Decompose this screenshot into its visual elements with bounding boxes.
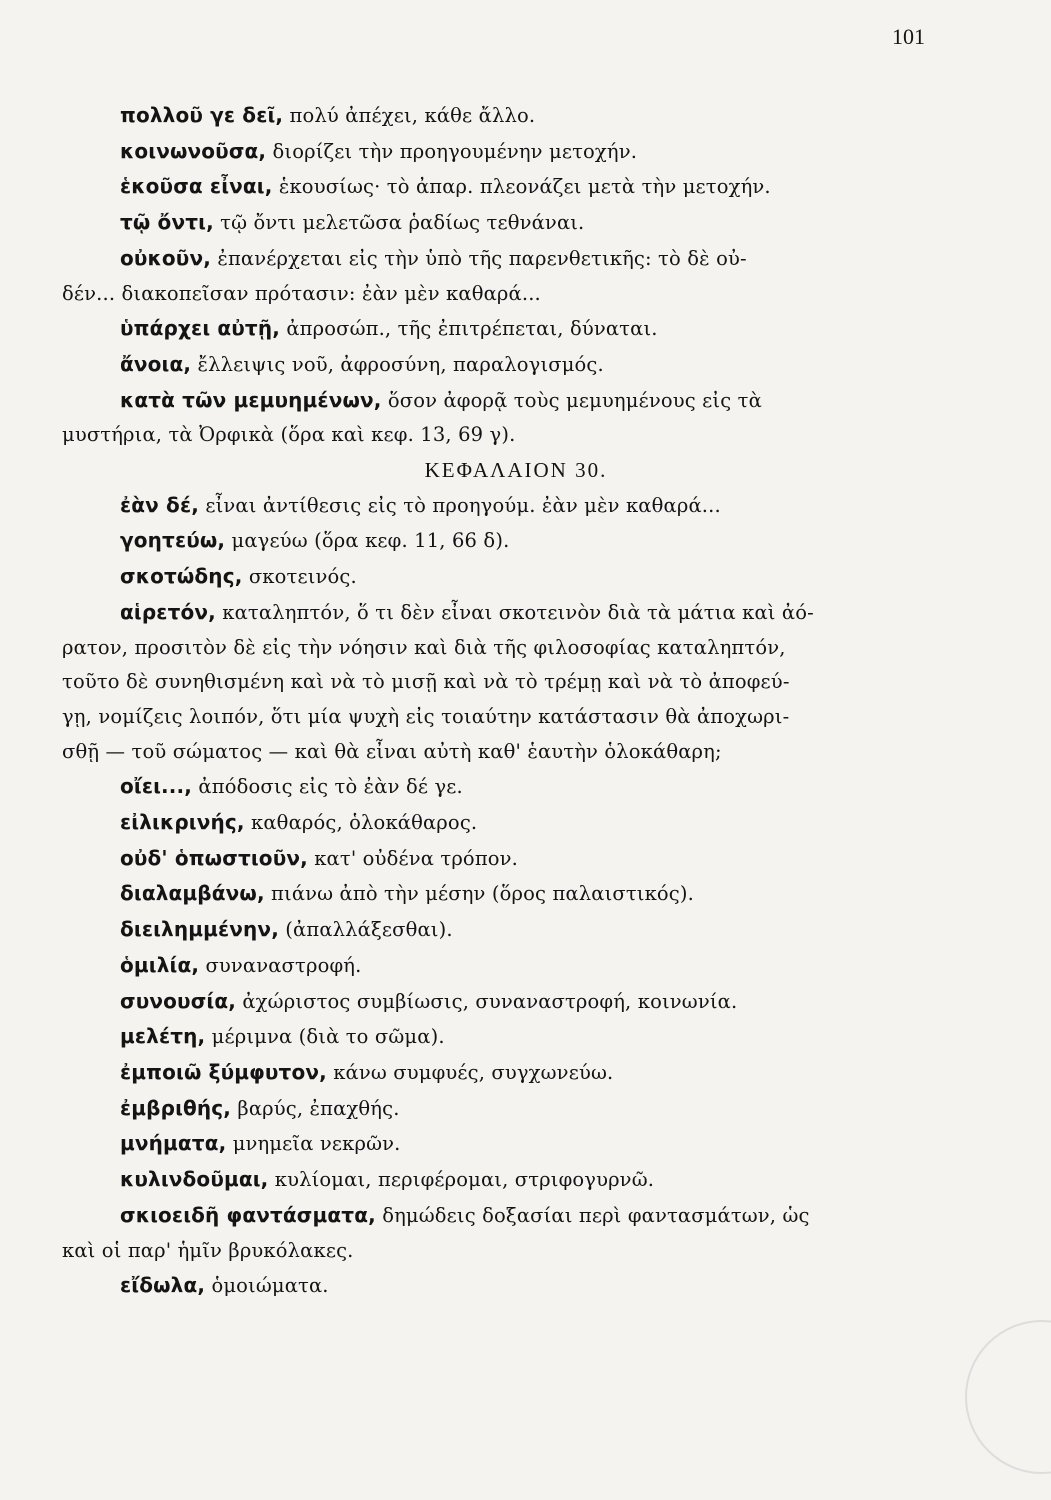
glossary-entry <box>62 876 950 912</box>
entry-definition: κυλίομαι, περιφέρομαι, στριφογυρνῶ. <box>268 1168 655 1192</box>
entry-definition: συναναστροφή. <box>199 953 362 977</box>
entry-lemma: μελέτη, <box>120 1024 206 1049</box>
entry-lemma: εἴδωλα, <box>120 1273 206 1298</box>
glossary-entry <box>62 559 950 595</box>
entry-definition: ἀπόδοσις εἰς τὸ ἐὰν δέ γε. <box>192 775 463 799</box>
entry-definition: μαγεύω (ὅρα κεφ. 11, 66 δ). <box>225 529 510 553</box>
entry-definition: σκοτεινός. <box>242 565 357 589</box>
entry-lemma: ἐμβριθής, <box>120 1095 232 1120</box>
glossary-entry <box>62 805 950 841</box>
entry-definition: κάνω συμφυές, συγχωνεύω. <box>326 1060 614 1084</box>
entry-lemma: κατὰ τῶν μεμυημένων, <box>120 387 382 412</box>
glossary-entry <box>62 1268 950 1304</box>
entry-definition: κατ' οὐδένα τρόπον. <box>307 846 519 870</box>
glossary-entry <box>62 595 950 631</box>
glossary-entry <box>62 841 950 877</box>
continuation-line <box>62 277 950 312</box>
continuation-line <box>62 418 950 453</box>
entry-definition: ἀχώριστος συμβίωσις, συναναστροφή, κοινωνία. <box>236 989 738 1013</box>
continuation-line <box>62 631 950 666</box>
entry-lemma: συνουσία, <box>120 988 237 1013</box>
entry-lemma: διειλημμένην, <box>120 917 279 942</box>
glossary-entry <box>62 169 950 205</box>
entry-lemma: μνήματα, <box>120 1131 227 1156</box>
glossary-entry <box>62 134 950 170</box>
entry-definition: δημώδεις δοξασίαι περὶ φαντασμάτων, ὡς <box>375 1203 810 1227</box>
entry-lemma: οὐδ' ὁπωστιοῦν, <box>120 845 308 870</box>
glossary-entry <box>62 347 950 383</box>
entry-definition: ἀπροσώπ., τῆς ἐπιτρέπεται, δύναται. <box>279 317 658 341</box>
glossary-entry <box>62 311 950 347</box>
glossary-entry <box>62 1019 950 1055</box>
entry-definition: μέριμνα (διὰ το σῶμα). <box>205 1025 445 1049</box>
entry-lemma: αἱρετόν, <box>120 599 216 624</box>
entry-lemma: ὑπάρχει αὐτῇ, <box>120 316 280 341</box>
glossary-entry <box>62 1126 950 1162</box>
entry-lemma: ἐὰν δέ, <box>120 492 199 517</box>
glossary-entry <box>62 1162 950 1198</box>
entry-lemma: ὁμιλία, <box>120 952 200 977</box>
entry-lemma: σκιοειδῆ φαντάσματα, <box>120 1202 376 1227</box>
entry-lemma: κοινωνοῦσα, <box>120 138 267 163</box>
glossary-entry <box>62 769 950 805</box>
entry-lemma: πολλοῦ γε δεῖ, <box>120 103 284 127</box>
entry-definition: ὁμοιώματα. <box>205 1274 329 1298</box>
entry-definition: ἑκουσίως· τὸ ἀπαρ. πλεονάζει μετὰ τὴν μετοχήν. <box>272 175 771 199</box>
entry-definition: σθῇ — τοῦ σώματος — καὶ θὰ εἶναι αὐτὴ καθ' ἑαυτὴν ὁλοκάθαρη; <box>62 739 722 763</box>
entry-definition: καθαρός, ὁλοκάθαρος. <box>244 811 478 835</box>
entry-definition: ἔλλειψις νοῦ, ἀφροσύνη, παραλογισμός. <box>191 352 604 376</box>
entry-lemma: οἴει..., <box>120 774 193 799</box>
entry-lemma: γοητεύω, <box>120 528 226 553</box>
entry-definition: καὶ οἱ παρ' ἡμῖν βρυκόλακες. <box>62 1238 354 1262</box>
glossary-entry <box>62 488 950 524</box>
entry-lemma: οὐκοῦν, <box>120 245 211 270</box>
entry-definition: ὅσον ἀφορᾷ τοὺς μεμυημένους εἰς τὰ <box>381 388 762 412</box>
entry-definition: διορίζει τὴν προηγουμένην μετοχήν. <box>266 139 638 163</box>
glossary-entry <box>62 1091 950 1127</box>
continuation-line <box>62 700 950 735</box>
entry-definition: γῃ, νομίζεις λοιπόν, ὅτι μία ψυχὴ εἰς τοιαύτην κατάστασιν θὰ ἀποχωρι- <box>62 704 790 728</box>
glossary-entry <box>62 948 950 984</box>
entry-lemma: σκοτώδης, <box>120 564 243 589</box>
glossary-text <box>62 98 950 1304</box>
continuation-line <box>62 735 950 770</box>
entry-lemma: ἐμποιῶ ξύμφυτον, <box>120 1059 327 1084</box>
glossary-entry <box>62 98 950 134</box>
glossary-entry <box>62 984 950 1020</box>
glossary-entry <box>62 1055 950 1091</box>
glossary-entry <box>62 1198 950 1234</box>
library-stamp <box>965 1320 1051 1474</box>
chapter-heading: ΚΕΦΑΛΑΙΟΝ 30. <box>424 458 608 483</box>
entry-definition: πιάνω ἀπὸ τὴν μέσην (ὅρος παλαιστικός). <box>264 882 694 906</box>
entry-definition: (ἀπαλλάξεσθαι). <box>278 918 453 942</box>
entry-definition: καταληπτόν, ὅ τι δὲν εἶναι σκοτεινὸν διὰ τὰ μάτια καὶ ἀό- <box>215 600 814 624</box>
page-number: 101 <box>892 24 925 49</box>
glossary-entry <box>62 205 950 241</box>
entry-definition: μνημεῖα νεκρῶν. <box>226 1132 401 1156</box>
continuation-line <box>62 1234 950 1269</box>
entry-definition: ρατον, προσιτὸν δὲ εἰς τὴν νόησιν καὶ διὰ τῆς φιλοσοφίας καταληπτόν, <box>62 635 786 659</box>
entry-definition: πολύ ἀπέχει, κάθε ἄλλο. <box>283 104 536 127</box>
continuation-line <box>62 665 950 700</box>
entry-definition: τοῦτο δὲ συνηθισμένη καὶ νὰ τὸ μισῇ καὶ νὰ τὸ τρέμῃ καὶ νὰ τὸ ἀποφεύ- <box>62 670 790 694</box>
glossary-entry <box>62 523 950 559</box>
entry-lemma: ἑκοῦσα εἶναι, <box>120 174 273 199</box>
entry-lemma: ἄνοια, <box>120 351 192 376</box>
entry-definition: βαρύς, ἐπαχθής. <box>231 1096 400 1120</box>
entry-lemma: τῷ ὄντι, <box>120 210 214 235</box>
entry-lemma: εἰλικρινής, <box>120 810 245 835</box>
entry-definition: εἶναι ἀντίθεσις εἰς τὸ προηγούμ. ἐὰν μὲν καθαρά... <box>198 493 721 517</box>
glossary-entry <box>62 241 950 277</box>
entry-lemma: διαλαμβάνω, <box>120 881 265 906</box>
entry-definition: δέν... διακοπεῖσαν πρότασιν: ἐὰν μὲν καθαρά... <box>62 281 541 305</box>
glossary-entry <box>62 912 950 948</box>
entry-definition: ἐπανέρχεται εἰς τὴν ὑπὸ τῆς παρενθετικῆς: τὸ δὲ οὐ- <box>210 246 747 270</box>
entry-lemma: κυλινδοῦμαι, <box>120 1167 269 1192</box>
entry-definition: τῷ ὄντι μελετῶσα ῥαδίως τεθνάναι. <box>213 211 585 235</box>
glossary-entry <box>62 383 950 419</box>
entry-definition: μυστήρια, τὰ Ὀρφικὰ (ὅρα καὶ κεφ. 13, 69 γ). <box>62 423 516 447</box>
